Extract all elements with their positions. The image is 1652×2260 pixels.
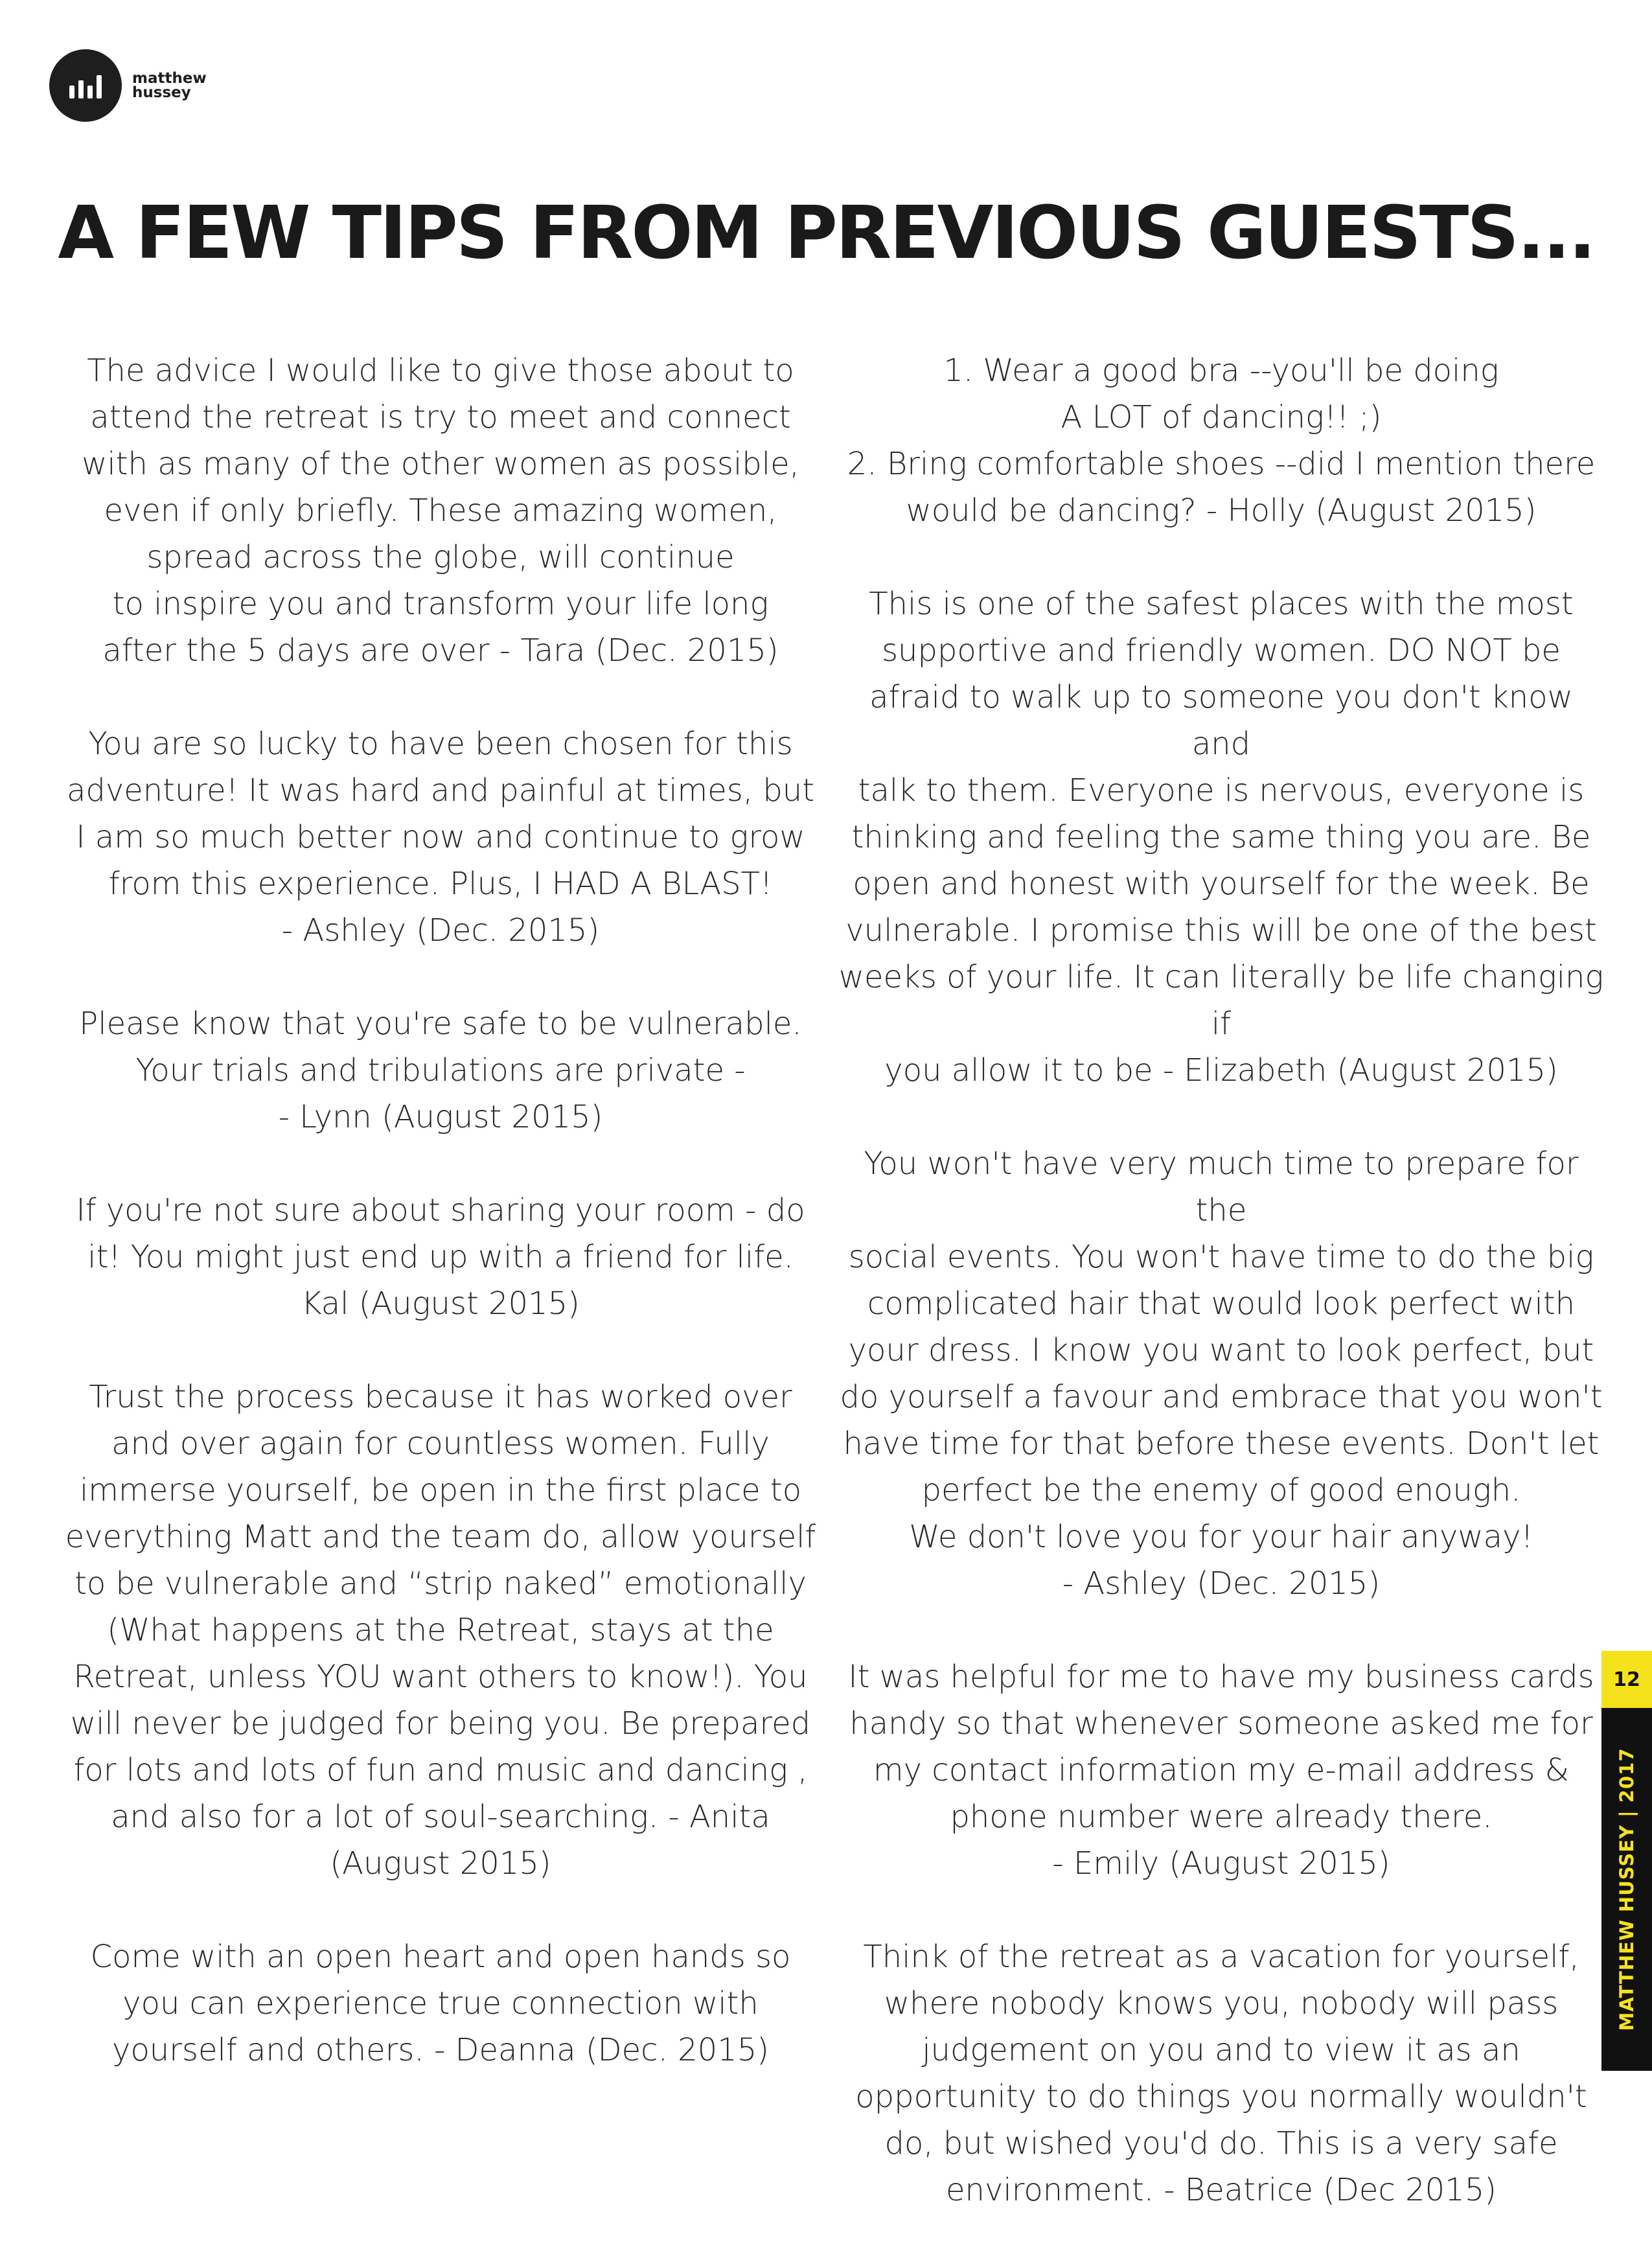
tip-emily: It was helpful for me to have my business cards handy so that whenever someone asked me for my contact information my e-mail address & phone number were already there. - Emily (August 2015) <box>848 1659 1594 1882</box>
tip-elizabeth: This is one of the safest places with the most supportive and friendly women. DO NOT be afraid to walk up to someone you don't know and talk to them. Everyone is nervous, everyone is thinking and feeling the same thing you are. Be open and honest with yourself for the week. Be vulnerable. I promise this will be one of the best weeks of your life. It can literally be life changing if you allow it to be - Elizabeth (August 2015) <box>838 586 1604 1089</box>
tip-deanna: Come with an open heart and open hands so you can experience true connection with yourself and others. - Deanna (Dec. 2015) <box>90 1939 791 2068</box>
tip-beatrice: Think of the retreat as a vacation for yourself, where nobody knows you, nobody will pass judgement on you and to view it as an opportunity to do things you normally wouldn't do, but wished you'd do. This is a very safe environment. - Beatrice (Dec 2015) <box>855 1939 1587 2208</box>
tip-lynn: Please know that you're safe to be vulnerable. Your trials and tribulations are private - - Lynn (August 2015) <box>79 1006 802 1135</box>
brand-logo <box>49 49 207 122</box>
page-title: A FEW TIPS FROM PREVIOUS GUESTS... <box>58 191 1594 275</box>
right-column <box>836 347 1607 2260</box>
left-column <box>65 347 816 2120</box>
page-number-badge: 12 <box>1601 1651 1652 1708</box>
logo-line-1: matthew <box>132 70 207 87</box>
tip-holly: 1. Wear a good bra --you'll be doing A LOT of dancing!! ;) 2. Bring comfortable shoes --did I mention there would be dancing? - Holly (August 2015) <box>847 352 1596 529</box>
tip-kal: If you're not sure about sharing your room - do it! You might just end up with a friend for life. Kal (August 2015) <box>76 1192 805 1322</box>
tip-tara: The advice I would like to give those about to attend the retreat is try to meet and connect with as many of the other women as possible, even if only briefly. These amazing women, spread across the globe, will continue to inspire you and transform your life long after the 5 days are over - Tara (Dec. 2015) <box>82 352 799 669</box>
logo-wordmark <box>132 71 207 100</box>
tip-ashley-2: You won't have very much time to prepare for the social events. You won't have time to do the big complicated hair that would look perfect with your dress. I know you want to look perfect, but do yourself a favour and embrace that you won't have time for that before these events. Don't let perfect be the enemy of good enough. We don't love you for your hair anyway! - Ashley (Dec. 2015) <box>840 1146 1603 1602</box>
tip-anita: Trust the process because it has worked over and over again for countless women. Fully immerse yourself, be open in the first place to everything Matt and the team do, allow yourself to be vulnerable and “strip naked” emotionally (What happens at the Retreat, stays at the Retreat, unless YOU want others to know!). You will never be judged for being you. Be prepared for lots and lots of fun and music and dancing , and also for a lot of soul-searching. - Anita (August 2015) <box>65 1379 816 1882</box>
tip-ashley-1: You are so lucky to have been chosen for this adventure! It was hard and painful at times, but I am so much better now and continue to grow from this experience. Plus, I HAD A BLAST! - Ashley (Dec. 2015) <box>66 726 815 949</box>
logo-line-2: hussey <box>132 84 191 101</box>
side-label: MATTHEW HUSSEY | 2017 <box>1616 1747 1638 2031</box>
logo-mark-icon <box>49 49 122 122</box>
side-label-strip <box>1601 1708 1652 2071</box>
